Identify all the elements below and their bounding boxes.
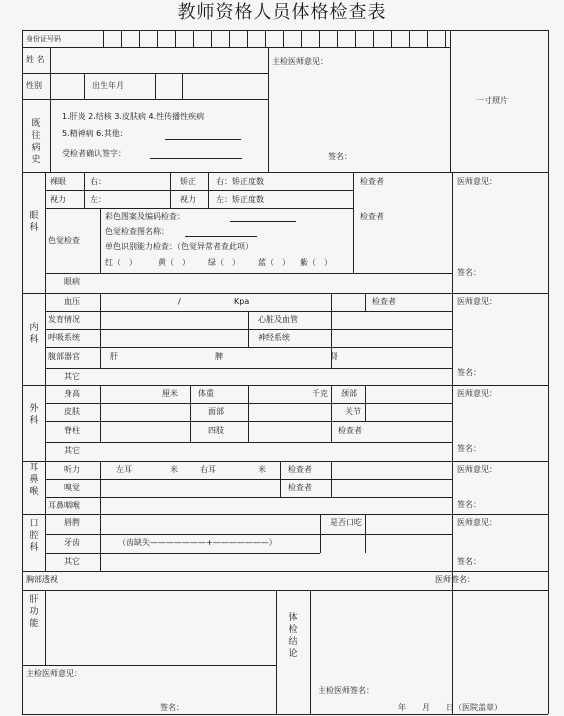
- xray-doctor-sign: 医师签名：: [435, 575, 475, 584]
- eye-doctor-opinion: 医师意见：: [457, 177, 497, 186]
- table-rule: [310, 590, 311, 714]
- id-digit-box: [265, 30, 266, 47]
- table-rule: [22, 99, 268, 100]
- table-rule: [248, 421, 249, 442]
- table-rule: [452, 172, 453, 714]
- id-digit-box: [193, 30, 194, 47]
- nervous-label: 神经系统: [258, 333, 290, 342]
- internal-examiner: 检查者: [372, 297, 396, 306]
- table-right: [548, 30, 549, 714]
- lips-label: 唇腭: [64, 518, 80, 527]
- table-rule: [365, 385, 366, 421]
- table-rule: [100, 208, 101, 273]
- history-label: 既往病史: [31, 119, 41, 165]
- table-rule: [84, 73, 85, 99]
- id-digit-box: [103, 30, 104, 47]
- id-digit-box: [121, 30, 122, 47]
- limbs-label: 四肢: [208, 426, 224, 435]
- id-digit-box: [211, 30, 212, 47]
- table-rule: [50, 47, 51, 73]
- table-rule: [45, 514, 46, 571]
- internal-doctor-sign: 签名：: [457, 368, 481, 377]
- bp-label: 血压: [64, 297, 80, 306]
- id-digit-box: [175, 30, 176, 47]
- table-rule: [248, 385, 249, 421]
- table-rule: [45, 190, 353, 191]
- id-digit-box: [301, 30, 302, 47]
- bottom-date: 年 月 日（医院盖章）: [398, 703, 502, 712]
- table-rule: [365, 293, 366, 311]
- oral-doctor-opinion: 医师意见：: [457, 518, 497, 527]
- id-digit-box: [445, 30, 446, 47]
- id-digit-box: [157, 30, 158, 47]
- smell-label: 嗅觉: [64, 483, 80, 492]
- color-pattern-blank[interactable]: [230, 221, 296, 222]
- heart-label: 心脏及血管: [258, 315, 298, 324]
- table-rule: [365, 514, 366, 553]
- ent-disease-label: 耳鼻咽喉: [48, 501, 80, 510]
- surgery-doctor-sign: 签名：: [457, 444, 481, 453]
- id-digit-box: [391, 30, 392, 47]
- surgery-doctor-opinion: 医师意见：: [457, 389, 497, 398]
- color-line-1: 彩色图案及编码检查：: [105, 212, 185, 221]
- color-line-2: 色觉检查图名称：: [105, 227, 169, 236]
- table-rule: [45, 368, 452, 369]
- eye-examiner-top: 检查者: [360, 177, 384, 186]
- bottom-chief-sign: 主检医师签名：: [318, 686, 374, 695]
- naked-right: 右：: [90, 177, 106, 186]
- table-rule: [45, 385, 46, 461]
- eye-section-label: 眼科: [29, 211, 39, 233]
- history-sign-blank[interactable]: [150, 158, 242, 159]
- table-rule: [276, 590, 277, 714]
- table-rule: [45, 534, 452, 535]
- id-number-label: 身份证号码: [26, 35, 61, 43]
- color-sense-label: 色觉检查: [48, 236, 80, 245]
- table-rule: [280, 461, 281, 497]
- color-red: 红（ ）: [105, 258, 137, 267]
- xray-label: 胸部透视: [26, 575, 58, 584]
- bottom-chief-opinion: 主检医师意见：: [26, 669, 82, 678]
- id-digit-box: [247, 30, 248, 47]
- table-rule: [100, 461, 101, 514]
- table-rule: [84, 172, 85, 208]
- joints-label: 关节: [345, 407, 361, 416]
- weight-label: 体重: [198, 389, 214, 398]
- table-rule: [22, 571, 548, 572]
- table-rule: [45, 347, 452, 348]
- vision-label: 视力: [50, 195, 66, 204]
- table-rule: [45, 590, 46, 665]
- table-top: [22, 30, 548, 31]
- eye-disease-label: 眼病: [64, 277, 80, 286]
- id-digit-box: [355, 30, 356, 47]
- table-rule: [22, 172, 548, 173]
- oral-section-label: 口腔科: [29, 519, 39, 553]
- history-other-blank[interactable]: [165, 139, 241, 140]
- name-label: 姓 名: [26, 55, 45, 64]
- table-rule: [331, 421, 332, 442]
- eye-doctor-sign: 签名：: [457, 268, 481, 277]
- id-digit-box: [373, 30, 374, 47]
- table-rule: [208, 172, 209, 208]
- history-sign-label: 受检者确认签字：: [62, 149, 126, 158]
- chief-opinion-label: 主检医师意见：: [272, 57, 328, 66]
- ent-examiner-1: 检查者: [288, 465, 312, 474]
- id-digit-box: [319, 30, 320, 47]
- respiratory-label: 呼吸系统: [48, 333, 80, 342]
- color-blue: 蓝（ ）: [258, 258, 290, 267]
- internal-section-label: 内科: [29, 323, 39, 345]
- table-rule: [182, 73, 183, 99]
- table-rule: [50, 99, 51, 172]
- table-rule: [22, 590, 548, 591]
- corrected-label: 矫正: [180, 177, 196, 186]
- table-rule: [45, 553, 320, 554]
- spleen-label: 脾: [215, 352, 223, 361]
- table-rule: [320, 514, 321, 553]
- id-digit-box: [409, 30, 410, 47]
- bp-slash: /: [178, 297, 181, 306]
- abdomen-label: 腹部器官: [48, 352, 80, 361]
- table-rule: [100, 385, 101, 442]
- ent-doctor-opinion: 医师意见：: [457, 465, 497, 474]
- stutter-label: 是否口吃: [330, 518, 362, 527]
- table-rule: [450, 30, 451, 172]
- teeth-label: 牙齿: [64, 538, 80, 547]
- table-rule: [248, 311, 249, 347]
- history-items-line2: 5.精神病 6.其他：: [62, 129, 128, 138]
- table-rule: [190, 421, 191, 442]
- surgery-examiner: 检查者: [338, 426, 362, 435]
- table-left: [22, 30, 23, 714]
- liver-function-label: 肝功能: [29, 595, 39, 629]
- id-digit-box: [283, 30, 284, 47]
- table-rule: [331, 461, 332, 497]
- liver-label: 肝: [110, 352, 118, 361]
- color-green: 绿（ ）: [208, 258, 240, 267]
- kidney-label: 肾: [330, 352, 338, 361]
- left-ear-label: 左耳: [116, 465, 132, 474]
- table-rule: [45, 497, 452, 498]
- table-rule: [353, 172, 354, 273]
- corrected-vision-label: 视力: [180, 195, 196, 204]
- history-items-line1: 1.肝炎 2.结核 3.皮肤病 4.性传播性疾病: [62, 112, 205, 121]
- id-digit-box: [139, 30, 140, 47]
- table-rule: [100, 293, 101, 368]
- bp-unit: Kpa: [234, 297, 250, 306]
- ent-section-label: 耳鼻喉: [29, 463, 39, 497]
- height-unit: 厘米: [162, 389, 178, 398]
- corrected-right: 右：矫正度数: [216, 177, 264, 186]
- color-purple: 紫（ ）: [300, 258, 332, 267]
- conclusion-label: 体检结论: [288, 613, 298, 659]
- color-name-blank[interactable]: [185, 236, 257, 237]
- ent-examiner-2: 检查者: [288, 483, 312, 492]
- table-rule: [190, 385, 191, 421]
- bottom-sign: 签名：: [160, 703, 184, 712]
- table-rule: [45, 442, 452, 443]
- skin-label: 皮肤: [64, 407, 80, 416]
- tooth-text: （齿缺失———————+———————）: [118, 538, 277, 547]
- table-rule: [331, 385, 332, 421]
- internal-doctor-opinion: 医师意见：: [457, 297, 497, 306]
- development-label: 发育情况: [48, 315, 80, 324]
- color-line-3: 单色识别能力检查：（色觉异常者查此项）: [105, 242, 253, 251]
- id-digit-box: [337, 30, 338, 47]
- internal-other-label: 其它: [64, 372, 80, 381]
- eye-examiner-color: 检查者: [360, 212, 384, 221]
- table-bottom: [22, 714, 548, 715]
- color-yellow: 黄（ ）: [158, 258, 190, 267]
- surgery-section-label: 外科: [29, 404, 39, 426]
- surgery-other-label: 其它: [64, 446, 80, 455]
- table-rule: [268, 47, 269, 172]
- table-rule: [100, 514, 101, 571]
- spine-label: 脊柱: [64, 426, 80, 435]
- birth-label: 出生年月: [92, 81, 124, 90]
- table-rule: [45, 479, 452, 480]
- naked-left: 左：: [90, 195, 106, 204]
- table-rule: [22, 73, 268, 74]
- table-rule: [170, 172, 171, 208]
- corrected-left: 左：矫正度数: [216, 195, 264, 204]
- table-rule: [50, 73, 51, 99]
- right-ear-unit: 米: [258, 465, 266, 474]
- neck-label: 颈部: [341, 389, 357, 398]
- form-title: 教师资格人员体格检查表: [177, 2, 387, 23]
- chief-sign-label: 签名：: [328, 152, 352, 161]
- photo-placeholder: 一寸照片: [476, 96, 508, 105]
- table-rule: [22, 47, 450, 48]
- gender-label: 性别: [26, 81, 42, 90]
- right-ear-label: 右耳: [200, 465, 216, 474]
- table-rule: [45, 208, 353, 209]
- left-ear-unit: 米: [170, 465, 178, 474]
- weight-unit: 千克: [312, 389, 328, 398]
- id-digit-box: [229, 30, 230, 47]
- table-rule: [45, 273, 452, 274]
- height-label: 身高: [64, 389, 80, 398]
- table-rule: [45, 461, 46, 514]
- oral-doctor-sign: 签名：: [457, 557, 481, 566]
- table-rule: [155, 73, 156, 99]
- table-rule: [22, 665, 276, 666]
- ent-doctor-sign: 签名：: [457, 500, 481, 509]
- id-digit-box: [427, 30, 428, 47]
- naked-eye-label: 裸眼: [50, 177, 66, 186]
- face-label: 面部: [208, 407, 224, 416]
- table-rule: [45, 293, 46, 385]
- oral-other-label: 其它: [64, 557, 80, 566]
- hearing-label: 听力: [64, 465, 80, 474]
